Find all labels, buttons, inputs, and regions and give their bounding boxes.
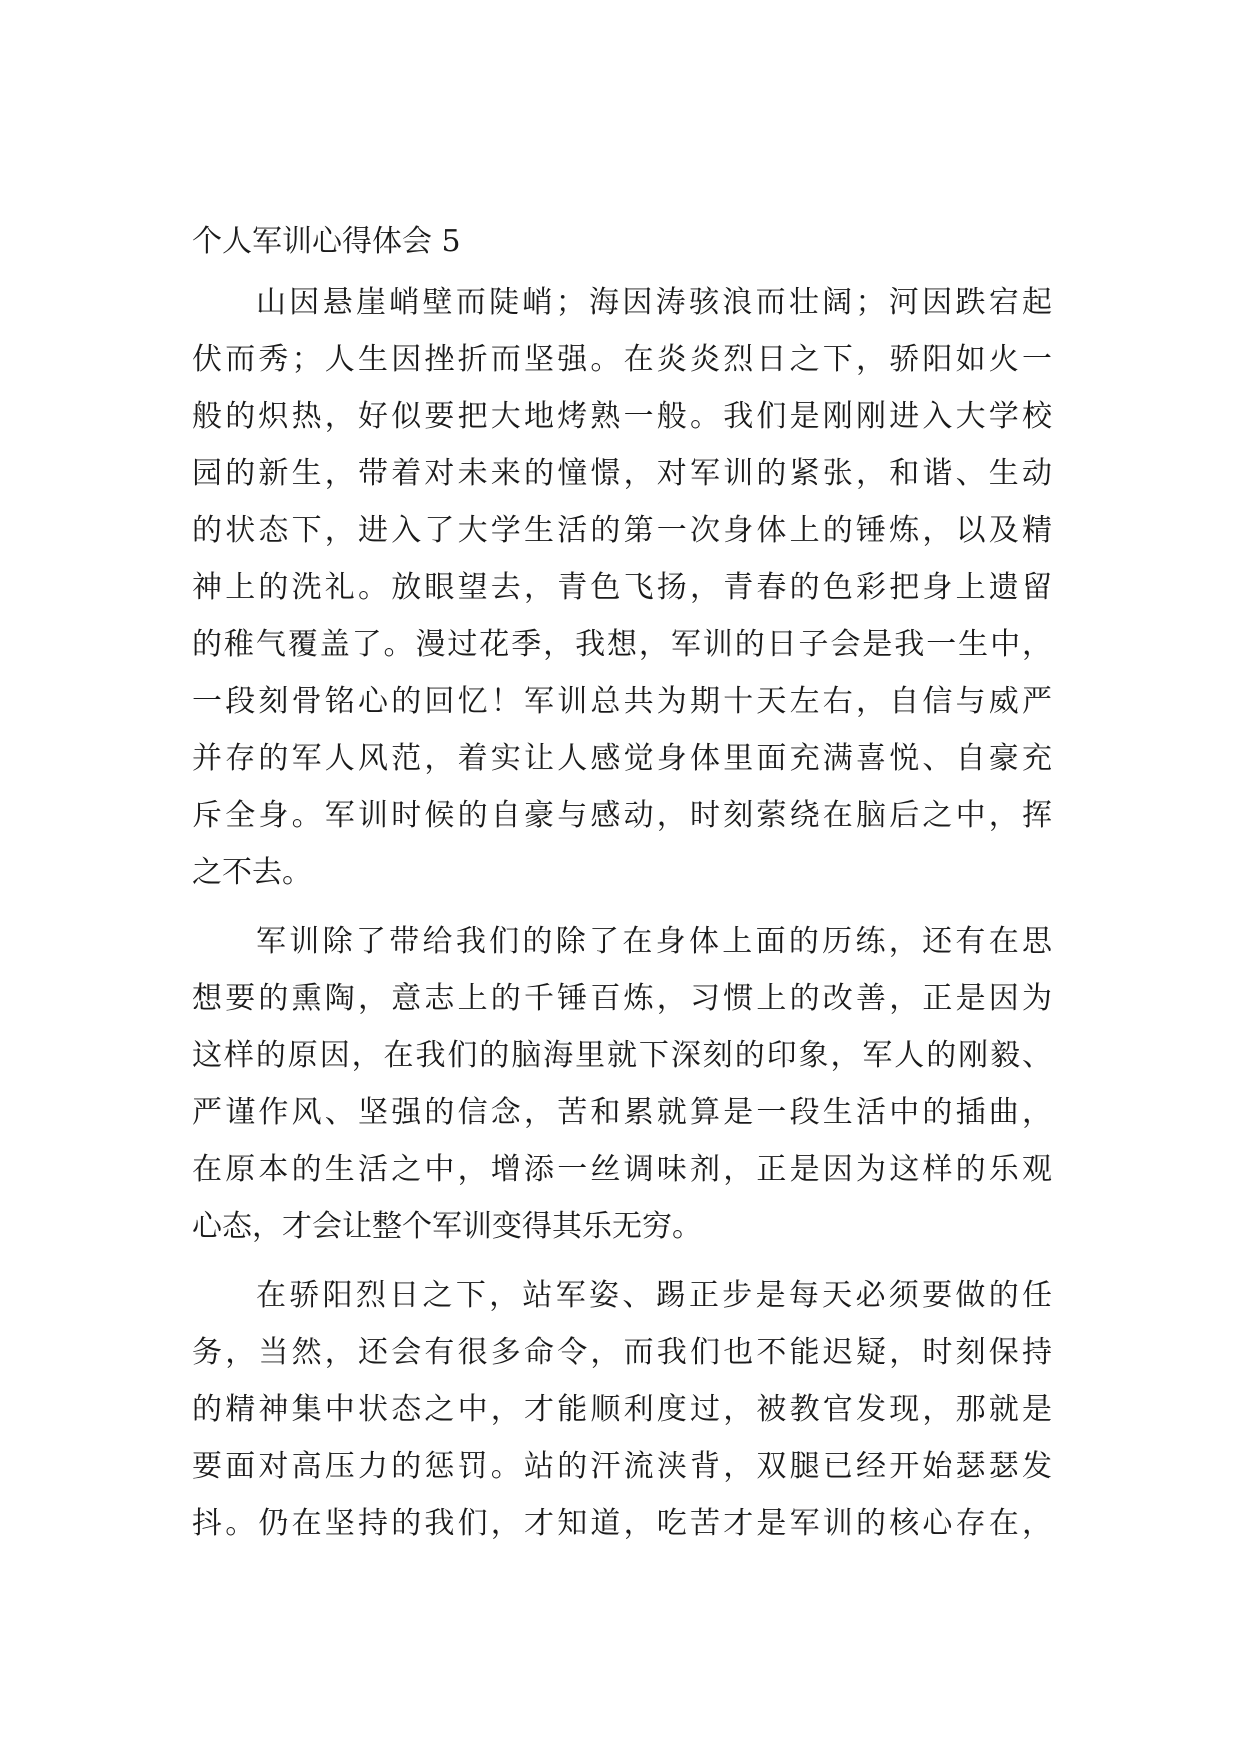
- text-line: 抖。仍在坚持的我们，才知道，吃苦才是军训的核心存在，: [192, 1506, 1052, 1541]
- text-line: 山因悬崖峭壁而陡峭；海因涛骇浪而壮阔；河因跌宕起: [256, 285, 1052, 320]
- text-line: 想要的熏陶，意志上的千锤百炼，习惯上的改善，正是因为: [192, 981, 1052, 1016]
- text-line: 园的新生，带着对未来的憧憬，对军训的紧张，和谐、生动: [192, 456, 1052, 491]
- text-line: 在原本的生活之中，增添一丝调味剂，正是因为这样的乐观: [192, 1152, 1052, 1187]
- text-line: 斥全身。军训时候的自豪与感动，时刻萦绕在脑后之中，挥: [192, 798, 1052, 833]
- text-line: 这样的原因，在我们的脑海里就下深刻的印象，军人的刚毅、: [192, 1038, 1052, 1073]
- text-line: 神上的洗礼。放眼望去，青色飞扬，青春的色彩把身上遗留: [192, 570, 1052, 605]
- text-line: 务，当然，还会有很多命令，而我们也不能迟疑，时刻保持: [192, 1335, 1052, 1370]
- text-line: 要面对高压力的惩罚。站的汗流浃背，双腿已经开始瑟瑟发: [192, 1449, 1052, 1484]
- paragraph-3: [192, 1267, 1052, 1552]
- document-body: [192, 222, 1052, 1552]
- text-line: 的状态下，进入了大学生活的第一次身体上的锤炼，以及精: [192, 513, 1052, 548]
- text-line: 一段刻骨铭心的回忆！军训总共为期十天左右，自信与威严: [192, 684, 1052, 719]
- text-line: 的稚气覆盖了。漫过花季，我想，军训的日子会是我一生中，: [192, 627, 1052, 662]
- paragraph-1: [192, 274, 1052, 901]
- text-line: 严谨作风、坚强的信念，苦和累就算是一段生活中的插曲，: [192, 1095, 1052, 1130]
- paragraph-2: [192, 913, 1052, 1255]
- text-line: 伏而秀；人生因挫折而坚强。在炎炎烈日之下，骄阳如火一: [192, 342, 1052, 377]
- text-line: 之不去。: [192, 855, 312, 890]
- text-line: 心态，才会让整个军训变得其乐无穷。: [192, 1209, 702, 1244]
- document-title: 个人军训心得体会 5: [192, 224, 461, 259]
- text-line: 般的炽热，好似要把大地烤熟一般。我们是刚刚进入大学校: [192, 399, 1052, 434]
- text-line: 军训除了带给我们的除了在身体上面的历练，还有在思: [256, 924, 1052, 959]
- text-line: 的精神集中状态之中，才能顺利度过，被教官发现，那就是: [192, 1392, 1052, 1427]
- text-line: 在骄阳烈日之下，站军姿、踢正步是每天必须要做的任: [256, 1278, 1052, 1313]
- text-line: 并存的军人风范，着实让人感觉身体里面充满喜悦、自豪充: [192, 741, 1052, 776]
